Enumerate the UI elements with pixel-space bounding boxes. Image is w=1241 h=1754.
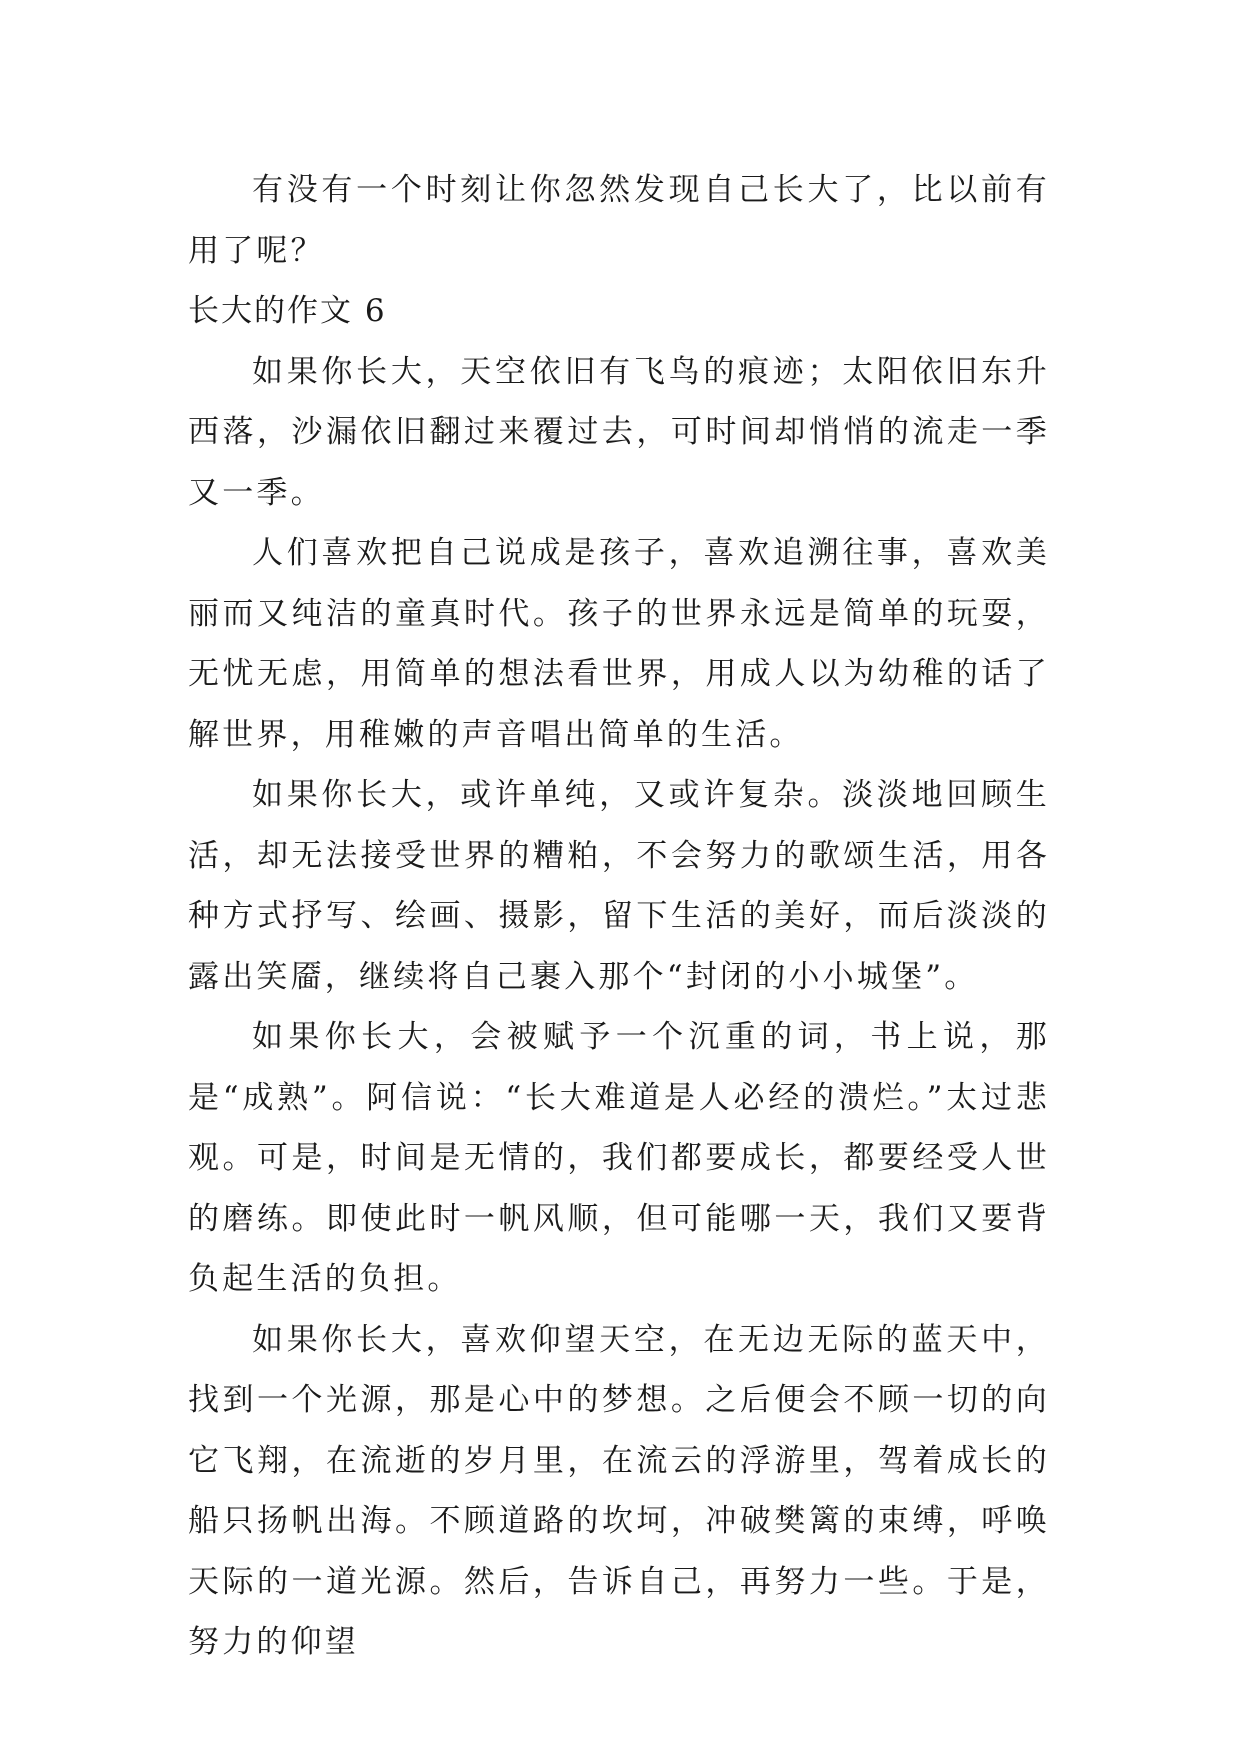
document-body xyxy=(188,160,1050,1673)
section-heading: 长大的作文 6 xyxy=(188,293,387,329)
paragraph-4: 如果你长大，会被赋予一个沉重的词，书上说，那是“成熟”。阿信说：“长大难道是人必经的溃烂。”太过悲观。可是，时间是无情的，我们都要成长，都要经受人世的磨练。即使此时一帆风顺，但可能哪一天，我们又要背负起生活的负担。 xyxy=(188,1019,1050,1297)
paragraph-3: 如果你长大，或许单纯，又或许复杂。淡淡地回顾生活，却无法接受世界的糟粕，不会努力的歌颂生活，用各种方式抒写、绘画、摄影，留下生活的美好，而后淡淡的露出笑靥，继续将自己裹入那个“封闭的小小城堡”。 xyxy=(188,777,1050,995)
paragraph-5: 如果你长大，喜欢仰望天空，在无边无际的蓝天中，找到一个光源，那是心中的梦想。之后便会不顾一切的向它飞翔，在流逝的岁月里，在流云的浮游里，驾着成长的船只扬帆出海。不顾道路的坎坷，冲破樊篱的束缚，呼唤天际的一道光源。然后，告诉自己，再努力一些。于是，努力的仰望 xyxy=(188,1321,1050,1660)
paragraph-2: 人们喜欢把自己说成是孩子，喜欢追溯往事，喜欢美丽而又纯洁的童真时代。孩子的世界永远是简单的玩耍，无忧无虑，用简单的想法看世界，用成人以为幼稚的话了解世界，用稚嫩的声音唱出简单的生活。 xyxy=(188,535,1050,753)
intro-paragraph: 有没有一个时刻让你忽然发现自己长大了，比以前有用了呢？ xyxy=(188,172,1050,269)
paragraph-1: 如果你长大，天空依旧有飞鸟的痕迹；太阳依旧东升西落，沙漏依旧翻过来覆过去，可时间却悄悄的流走一季又一季。 xyxy=(188,353,1050,511)
